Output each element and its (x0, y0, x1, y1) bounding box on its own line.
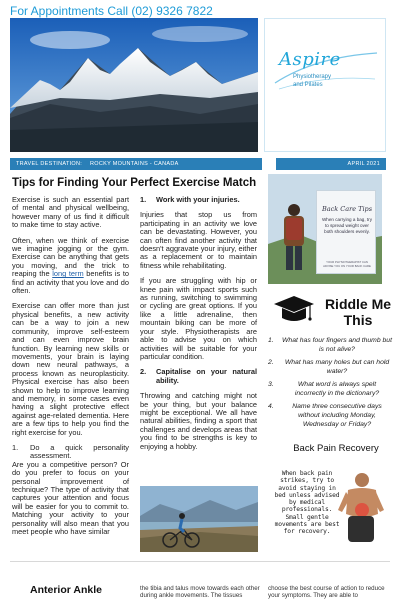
article-paragraph: Injuries that stop us from participating in an activity we love can be devastating. However, you can often find another activity that doesn't aggravate your injury, either as a replacement or to maintain fitness while rehabilitating. (140, 210, 257, 270)
article-paragraph: Exercise is such an essential part of mental and physical wellbeing, however many of us find it difficult to make time to stay active. (12, 195, 129, 230)
riddle-list (268, 336, 392, 433)
riddle-item: 3. What word is always spelt incorrectly in the dictionary? (268, 381, 380, 397)
clinic-logo (264, 18, 386, 152)
poster-text: When carrying a bag, try to spread weight over both shoulders evenly. (321, 217, 373, 234)
logo-wordmark: Aspire (279, 49, 341, 70)
article-paragraph: If you are struggling with hip or knee pain with impact sports such as running, switching to swimming or cycling are great options. If you like a little adrenaline, then mountain biking can be more of your style. Physiotherapists are able to advise you on which activities will be suitable for your particular condition. (140, 276, 257, 361)
logo-subtitle-line2: and Pilates (293, 82, 323, 88)
article-paragraph: Exercise can offer more than just physical benefits, a new activity can be a way to join a new community, improve self-esteem and can even improve brain function. By learning new skills or movements, your brain is laying down new neural pathways, a process known as neuroplasticity. Physical exercise has also been shown to help to improve learning and memory, in some cases even having a slight protective effect against age-related dementia. Here are a few tips to help you find the right exercise for you. (12, 301, 129, 437)
riddle-item: 1. What has four fingers and thumb but is not alive? (268, 337, 392, 353)
strip-divider (262, 158, 276, 170)
article-title: Tips for Finding Your Perfect Exercise Match (12, 177, 257, 189)
destination-name: ROCKY MOUNTAINS - CANADA (90, 161, 179, 167)
next-article-column-2: the tibia and talus move towards each other during ankle movements. The tissues (140, 585, 260, 599)
logo-subtitle-line1: Physiotherapy (293, 74, 332, 80)
destination-label: TRAVEL DESTINATION: (16, 161, 83, 167)
logo-subtitle (293, 73, 331, 89)
article-column-1 (12, 196, 129, 543)
back-pain-figure-icon (332, 470, 390, 546)
poster-panel (316, 190, 376, 274)
mountain-bike-photo (140, 486, 258, 552)
article-paragraph: Throwing and catching might not be your thing, but your balance might be exceptional. We all have natural abilities, finding a sport that challenges and develops areas that you find to be strengths is key to enjoying a hobby. (140, 391, 257, 451)
next-article-title: Anterior Ankle (30, 584, 102, 596)
issue-date: APRIL 2021 (347, 161, 380, 167)
back-pain-title: Back Pain Recovery (293, 443, 379, 454)
back-pain-text: When back pain strikes, try to avoid staying in bed unless advised by medical professionals. Small gentle movements are best for recovery. (274, 470, 340, 536)
mountain-bike-illustration (140, 486, 258, 552)
article-paragraph: Often, when we think of exercise we imagine jogging or the gym. Exercise can be anything that gets you moving, and the trick to reaping the long term benefits is to find an activity that you love and do often. (12, 235, 129, 296)
article-column-2 (140, 196, 257, 458)
back-care-poster (268, 174, 382, 284)
tip-heading: 1. Work with your injuries. (140, 195, 240, 204)
next-article-column-3: choose the best course of action to reduce your symptoms. They are able to (268, 585, 385, 599)
poster-title: Back Care Tips (321, 205, 373, 213)
mountain-illustration (10, 18, 258, 152)
poster-footnote: YOUR PHYSIOTHERAPIST CAN ADVISE YOU ON YOUR BACK CARE (323, 260, 371, 268)
article-paragraph: Are you a competitive person? Or do you prefer to focus on your personal improvement of technique? The type of activity that captures your attention and focus will be easier for you to commit to. Matching your activity to your personality will also mean that you meet people who have similar (12, 459, 129, 537)
appointment-phone-line[interactable]: For Appointments Call (02) 9326 7822 (10, 4, 213, 18)
long-term-link[interactable]: long term (52, 269, 84, 279)
graduation-cap-icon (272, 292, 316, 332)
tip-heading: 1. Do a quick personality assessment. (12, 442, 129, 461)
riddle-title: Riddle Me This (324, 296, 392, 328)
header-bar (0, 0, 400, 20)
tip-heading: 2. Capitalise on your natural ability. (140, 367, 257, 385)
travel-destination-strip (10, 158, 386, 170)
page-divider (10, 561, 390, 562)
hero-mountain-image (10, 18, 258, 152)
riddle-item: 2. What has many holes but can hold water? (268, 359, 390, 375)
riddle-item: 4. Name three consecutive days without including Monday, Wednesday or Friday? (268, 403, 382, 428)
